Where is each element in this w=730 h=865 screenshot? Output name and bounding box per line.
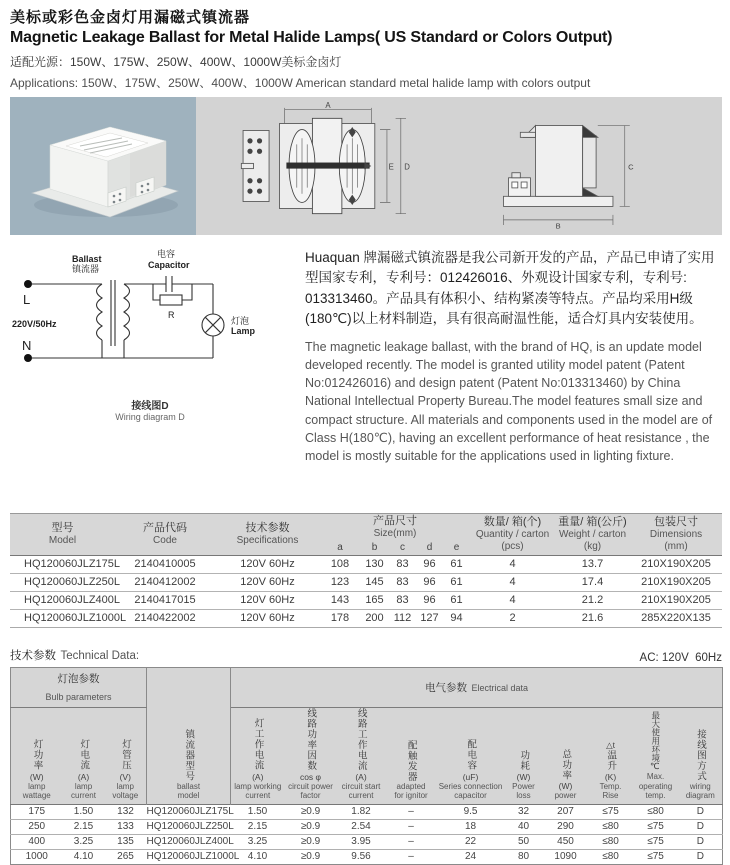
table-cell: 32 — [517, 806, 530, 818]
col-en1: Power — [512, 781, 535, 791]
table-cell: 4.10 — [231, 849, 285, 864]
table-cell: ≤75 — [633, 819, 679, 834]
col-unit: (A) — [355, 771, 367, 782]
col-adapted-for-ignitor — [386, 707, 437, 804]
table-cell: 1.82 — [351, 806, 371, 818]
col-en2: loss — [516, 791, 531, 801]
table-row — [10, 591, 722, 609]
table-cell: 61 — [443, 573, 470, 591]
description-en: The magnetic leakage ballast, with the brand of HQ, is an update model developed recently. The model is granted utility model patent (Patent No:012426016) and design patent (Patent No:013313460) by China National Intellectual Property Bureau.The model features small size and compact structure. All materials and components used in the model are of Class H(180℃), having an excellent performance of heat resistance , the model is mostly suitable for the applications used in lighting fixture. — [305, 340, 713, 463]
table-cell: HQ120060JLZ1000L — [146, 851, 240, 863]
table-cell: ≥0.9 — [285, 819, 337, 834]
tech-table-body — [11, 804, 723, 864]
table-cell: HQ120060JLZ250L — [146, 821, 234, 833]
col-en2: for ignitor — [394, 791, 428, 801]
table-cell: 22 — [437, 834, 505, 849]
col-lamp-wattage — [11, 707, 63, 804]
wiring-caption-en: Wiring diagram D — [115, 412, 185, 422]
table-cell: 2140422002 — [115, 609, 215, 627]
col-zh: 最大使用环境℃ — [650, 711, 661, 773]
page-title-en: Magnetic Leakage Ballast for Metal Halide Lamps( US Standard or Colors Output) — [10, 29, 613, 46]
col-zh: 灯电流 — [78, 739, 90, 771]
ac-rating-note: AC: 120V 60Hz — [639, 651, 722, 664]
col-en2: diagram — [685, 791, 715, 801]
table-cell: 18 — [437, 819, 505, 834]
col-zh: 温升 — [605, 749, 617, 771]
table-cell: 96 — [416, 591, 443, 609]
col-unit: (W) — [558, 781, 573, 792]
table-cell: 210X190X205 — [630, 573, 722, 591]
table-cell: 2140412002 — [115, 573, 215, 591]
col-en1: wiring — [689, 781, 711, 791]
table-cell: 210X190X205 — [641, 558, 711, 571]
col-zh: 灯管压 — [120, 739, 131, 771]
group-bulb-en: Bulb parameters — [45, 691, 112, 702]
col-circuit-start-current — [337, 707, 386, 804]
table-cell: 83 — [396, 558, 409, 571]
table-cell: 120V 60Hz — [215, 609, 320, 627]
table-cell: 40 — [505, 819, 543, 834]
technical-data-table — [10, 667, 723, 865]
col-ballast-en2: model — [177, 791, 200, 801]
col-en1: lamp working — [234, 781, 282, 791]
table-cell: 450 — [543, 834, 589, 849]
col-zh: 线路功率因数 — [305, 707, 317, 771]
table-cell: ≥0.9 — [285, 849, 337, 864]
group-elec-en: Electrical data — [471, 682, 529, 693]
capacitor-label-zh: 电容 — [157, 249, 176, 259]
col-zh: 灯功率 — [31, 739, 43, 771]
capacitor-label-en: Capacitor — [148, 260, 190, 270]
col-ballast-zh: 镇流器型号 — [183, 729, 195, 782]
table-cell: 17.4 — [555, 573, 630, 591]
table-row — [11, 819, 723, 834]
table-cell: 165 — [360, 591, 389, 609]
table-cell: 200 — [360, 609, 389, 627]
col-en1: power — [554, 791, 577, 801]
table-cell: ≤80 — [589, 849, 633, 864]
col-lamp-current — [63, 707, 105, 804]
table-cell: 83 — [389, 591, 416, 609]
table-cell: D — [679, 819, 723, 834]
col-total-power — [543, 707, 589, 804]
table-cell: 4.10 — [63, 849, 105, 864]
wiring-diagram-block — [10, 248, 305, 465]
table-cell: 9.5 — [463, 806, 478, 818]
table-cell: 178 — [320, 609, 360, 627]
dim-label-e: E — [388, 162, 394, 172]
terminal-n-label: N — [22, 338, 32, 353]
ballast-photo — [10, 97, 196, 235]
dim-label-d: D — [404, 162, 410, 172]
table-cell: D — [696, 806, 704, 818]
col-dim-zh: 包装尺寸 — [654, 515, 699, 528]
table-cell: 2.15 — [231, 819, 285, 834]
table-cell: HQ120060JLZ175L — [146, 806, 234, 818]
col-top: △t — [606, 739, 615, 750]
col-specifications — [215, 513, 320, 555]
table-cell: 130 — [365, 558, 384, 571]
col-model-en: Model — [48, 534, 77, 546]
col-qty-en2: (pcs) — [501, 540, 524, 552]
table-cell: 4 — [470, 591, 555, 609]
wiring-diagram — [10, 248, 295, 390]
col-en1: lamp — [74, 781, 93, 791]
col-group-size — [320, 513, 470, 541]
table-cell: 61 — [450, 558, 463, 571]
col-en1: Max. — [646, 772, 665, 782]
col-unit: (K) — [604, 771, 617, 782]
table-cell: ≤75 — [633, 849, 679, 864]
table-cell: 80 — [505, 849, 543, 864]
front-view-drawing — [228, 101, 428, 231]
col-size-d: d — [426, 541, 433, 553]
tech-caption-en: Technical Data: — [60, 649, 140, 662]
table-row — [11, 804, 723, 819]
table-cell: 3.25 — [63, 834, 105, 849]
table-row — [10, 609, 722, 627]
table-cell: HQ120060JLZ250L — [10, 573, 115, 591]
table-cell: 2.54 — [337, 819, 386, 834]
col-size-zh: 产品尺寸 — [373, 514, 417, 527]
side-view-drawing — [486, 102, 654, 230]
page-header — [10, 6, 722, 91]
wiring-caption-zh: 接线图D — [131, 401, 169, 412]
table-cell: 133 — [105, 819, 147, 834]
terminal-l-label: L — [23, 292, 31, 307]
table-cell: 108 — [330, 558, 350, 571]
table-cell: 1.50 — [247, 806, 268, 818]
table-cell: – — [386, 819, 437, 834]
table-cell: HQ120060JLZ175L — [24, 558, 121, 571]
tech-table-header — [11, 667, 723, 804]
col-en1: Series connection — [438, 781, 503, 791]
table-cell: HQ120060JLZ400L — [146, 836, 234, 848]
col-circuit-power-factor — [285, 707, 337, 804]
size-table-body — [10, 555, 722, 627]
description-zh: Huaquan 牌漏磁式镇流器是我公司新开发的产品，产品已申请了实用型国家专利，专利号：012426016、外观设计国家专利，专利号: 013313460。产品具有体积小、结构紧凑等特点。产品均采用H级(180℃)以上材料制造，具有很高耐温性能，适合灯具内安装使用。 — [305, 250, 715, 326]
table-cell: ≤80 — [647, 806, 664, 818]
col-unit: (W) — [29, 771, 44, 782]
table-cell: – — [408, 806, 414, 818]
col-model — [10, 513, 115, 555]
table-cell: 2140417015 — [115, 591, 215, 609]
col-size-b: b — [371, 541, 378, 553]
group-elec-zh: 电气参数 — [425, 681, 468, 694]
col-qty-zh: 数量/ 箱(个) — [483, 515, 542, 528]
table-cell: 290 — [543, 819, 589, 834]
table-cell: – — [386, 834, 437, 849]
lamp-label-zh: 灯泡 — [231, 316, 250, 326]
col-code-en: Code — [153, 534, 177, 546]
table-cell: 4 — [509, 558, 516, 571]
col-en1: circuit start — [341, 781, 381, 791]
table-cell: 135 — [105, 834, 147, 849]
col-en1: lamp — [116, 781, 134, 791]
table-cell: 112 — [389, 609, 416, 627]
col-en1: lamp — [28, 781, 46, 791]
table-cell: 1.50 — [73, 806, 94, 818]
table-cell: 123 — [320, 573, 360, 591]
col-size-a: a — [337, 541, 343, 553]
col-code-zh: 产品代码 — [143, 521, 187, 534]
col-zh: 接线图方式 — [695, 729, 707, 782]
table-cell: 96 — [423, 558, 436, 571]
col-size-c: c — [400, 541, 405, 553]
col-wt-en1: Weight / carton — [558, 528, 627, 540]
table-cell: 83 — [389, 573, 416, 591]
applications-zh: 适配光源：150W、175W、250W、400W、1000W美标金卤灯 — [10, 55, 342, 69]
dim-label-a: A — [325, 100, 331, 110]
col-en2: voltage — [112, 791, 139, 801]
col-en2: wattage — [22, 791, 51, 801]
col-unit: (W) — [516, 771, 531, 782]
applications-en: Applications: 150W、175W、250W、400W、1000W American standard metal halide lamp with colors output — [10, 76, 591, 90]
col-zh: 灯工作电流 — [252, 718, 264, 771]
table-cell: 9.56 — [337, 849, 386, 864]
col-power-loss — [505, 707, 543, 804]
table-cell: ≤75 — [602, 806, 619, 818]
col-zh: 线路工作电流 — [355, 707, 367, 771]
table-cell: 3.95 — [337, 834, 386, 849]
col-wiring-diagram — [679, 707, 723, 804]
col-en2: Rise — [602, 791, 619, 801]
table-cell: ≤80 — [589, 819, 633, 834]
middle-section — [10, 248, 722, 465]
col-max-operating-temp — [633, 707, 679, 804]
col-lamp-voltage — [105, 707, 147, 804]
table-cell: 2.15 — [63, 819, 105, 834]
col-ballast-model — [147, 667, 231, 804]
table-cell: 132 — [117, 806, 134, 818]
technical-data-caption — [10, 646, 139, 664]
col-weight — [555, 513, 630, 555]
table-cell: ≥0.9 — [285, 834, 337, 849]
table-cell: 21.2 — [555, 591, 630, 609]
table-cell: 120V 60Hz — [215, 573, 320, 591]
table-cell: 120V 60Hz — [215, 591, 320, 609]
dim-label-b: B — [555, 221, 561, 231]
table-cell: 127 — [416, 609, 443, 627]
table-cell: 285X220X135 — [630, 609, 722, 627]
resistor-label: R — [168, 310, 175, 320]
table-cell: 120V 60Hz — [240, 558, 295, 571]
table-cell: 210X190X205 — [630, 591, 722, 609]
col-zh: 功耗 — [518, 749, 530, 771]
technical-drawings-panel — [196, 97, 722, 235]
table-cell: 207 — [557, 806, 574, 818]
col-quantity — [470, 513, 555, 555]
table-cell: 4 — [470, 573, 555, 591]
col-unit: (uF) — [462, 771, 479, 782]
table-cell: 24 — [437, 849, 505, 864]
col-en2: factor — [300, 791, 321, 801]
col-en1: circuit power — [288, 781, 333, 791]
technical-data-caption-row — [10, 646, 722, 664]
table-row — [11, 849, 723, 864]
size-packing-table — [10, 513, 722, 628]
table-cell: 3.25 — [231, 834, 285, 849]
col-spec-zh: 技术参数 — [245, 521, 290, 534]
group-bulb-zh: 灯泡参数 — [57, 672, 100, 685]
table-cell: 94 — [443, 609, 470, 627]
table-cell: HQ120060JLZ1000L — [10, 609, 115, 627]
col-zh: 总功率 — [560, 748, 572, 781]
col-temp-rise — [589, 707, 633, 804]
table-cell: 400 — [11, 834, 63, 849]
table-cell: 145 — [360, 573, 389, 591]
ballast-photo-panel — [10, 97, 196, 235]
table-cell: D — [679, 849, 723, 864]
table-cell: ≤75 — [633, 834, 679, 849]
group-electrical-data — [231, 667, 723, 707]
table-cell: 1090 — [543, 849, 589, 864]
page-title-zh: 美标或彩色金卤灯用漏磁式镇流器 — [10, 9, 251, 26]
supply-label: 220V/50Hz — [12, 319, 57, 329]
table-cell: ≤80 — [589, 834, 633, 849]
product-images-strip — [10, 97, 722, 235]
table-cell: D — [679, 834, 723, 849]
table-cell: 250 — [11, 819, 63, 834]
table-cell: 21.6 — [555, 609, 630, 627]
col-model-zh: 型号 — [51, 521, 74, 534]
table-cell: 96 — [416, 573, 443, 591]
col-ballast-en1: ballast — [176, 781, 201, 791]
tech-caption-zh: 技术参数 — [10, 649, 56, 662]
col-series-capacitor — [437, 707, 505, 804]
description-block — [305, 248, 722, 465]
col-unit: cos φ — [299, 771, 322, 782]
col-dimensions — [630, 513, 722, 555]
col-code — [115, 513, 215, 555]
table-cell: 13.7 — [581, 558, 604, 571]
table-cell: ≥0.9 — [300, 806, 321, 818]
col-unit: (A) — [252, 771, 264, 782]
table-cell: 143 — [320, 591, 360, 609]
col-en2: capacitor — [454, 791, 487, 801]
table-row — [10, 555, 722, 573]
lamp-label-en: Lamp — [231, 326, 256, 336]
col-dim-en1: Dimensions — [649, 528, 703, 540]
table-cell: 265 — [105, 849, 147, 864]
col-unit: (V) — [119, 771, 131, 782]
col-wt-zh: 重量/ 箱(公斤) — [558, 515, 627, 528]
col-dim-en2: (mm) — [664, 540, 688, 552]
wiring-caption — [10, 397, 290, 422]
col-wt-en2: (kg) — [583, 540, 602, 552]
ballast-label-zh: 镇流器 — [72, 264, 100, 274]
table-cell: 2 — [470, 609, 555, 627]
col-en2: current — [71, 791, 96, 801]
col-en1: adapted — [396, 781, 426, 791]
col-zh: 配电容 — [465, 739, 477, 771]
table-cell: 1000 — [11, 849, 63, 864]
dim-label-c: C — [628, 162, 634, 172]
table-row — [10, 573, 722, 591]
col-size-e: e — [453, 541, 460, 553]
table-cell: 61 — [443, 591, 470, 609]
catalog-page — [0, 6, 730, 863]
ballast-label-en: Ballast — [72, 254, 102, 264]
table-row — [11, 834, 723, 849]
col-qty-en1: Quantity / carton — [475, 528, 550, 540]
table-cell: HQ120060JLZ400L — [10, 591, 115, 609]
table-cell: 2140410005 — [134, 558, 196, 571]
col-en2: current — [348, 791, 374, 801]
col-en1: Temp. — [599, 781, 622, 791]
col-zh: 配触发器 — [405, 739, 417, 782]
col-en2: operating temp. — [638, 781, 673, 801]
col-spec-en: Specifications — [236, 534, 299, 546]
table-cell: – — [386, 849, 437, 864]
table-cell: 50 — [505, 834, 543, 849]
col-en2: current — [245, 791, 271, 801]
table-cell: 175 — [28, 806, 46, 818]
group-bulb-parameters — [11, 667, 147, 707]
col-unit: (A) — [77, 771, 90, 782]
col-lamp-working-current — [231, 707, 285, 804]
col-size-en: Size(mm) — [373, 527, 417, 539]
size-table-header — [10, 513, 722, 555]
